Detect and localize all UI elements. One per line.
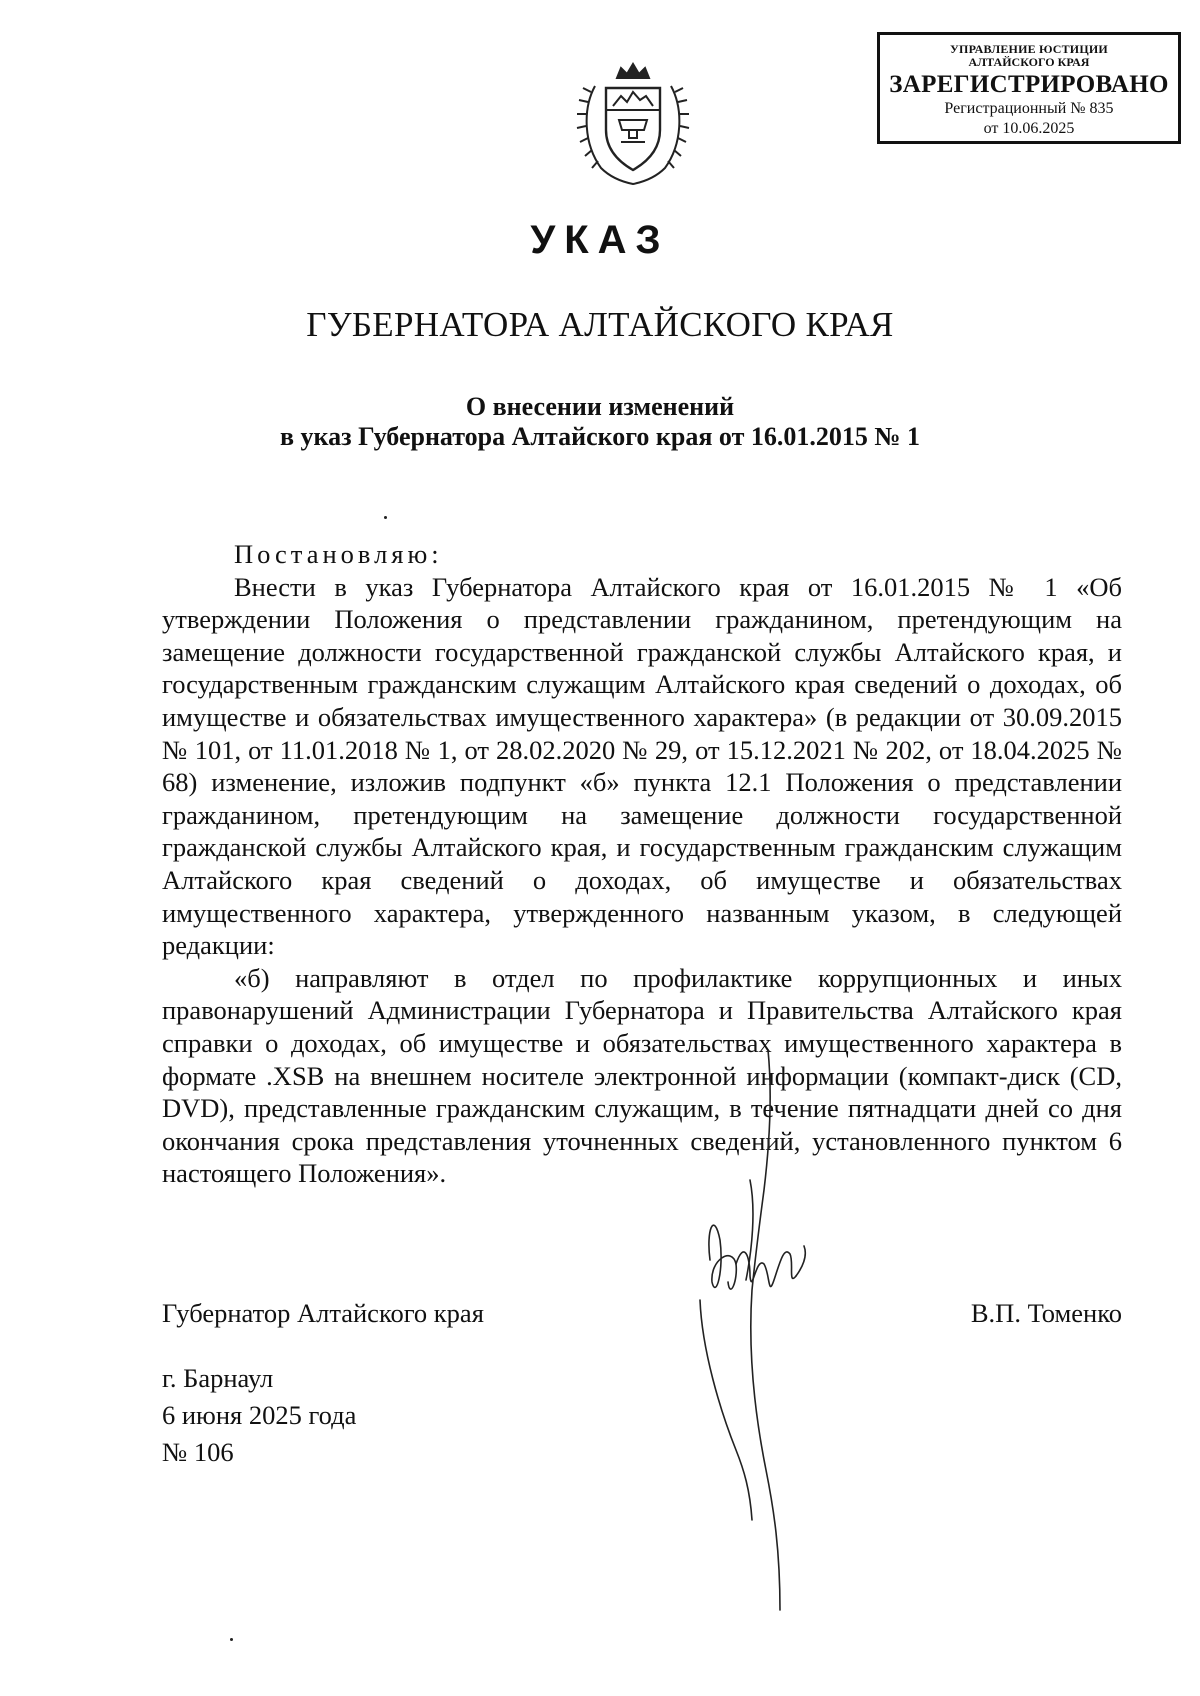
document-type: УКАЗ (530, 218, 670, 262)
subject-line-2: в указ Губернатора Алтайского края от 16.01.2015 № 1 (280, 422, 920, 451)
stamp-registration-date: от 10.06.2025 (983, 120, 1075, 137)
issuer: ГУБЕРНАТОРА АЛТАЙСКОГО КРАЯ (306, 305, 894, 344)
subject-line-1: О внесении изменений (465, 392, 735, 421)
document-number: № 106 (162, 1437, 234, 1467)
stamp-department: УПРАВЛЕНИЕ ЮСТИЦИИ (950, 42, 1108, 56)
altai-krai-coat-of-arms-icon (573, 58, 693, 190)
scan-speck (230, 1638, 233, 1641)
signature-row (162, 1298, 1122, 1338)
document-date: 6 июня 2025 года (162, 1400, 357, 1430)
body-paragraph-2: «б) направляют в отдел по профилактике коррупционных и иных правонарушений Администрации Губернатора и Правительства Алтайского края справки о доходах, об имуществе и обязательствах имущественного характера в формате .XSB на внешнем носителе электронной информации (компакт-диск (CD, DVD), представленные гражданским служащим, в течение пятнадцати дней со дня окончания срока представления уточненных сведений, установленного пунктом 6 настоящего Положения». (162, 962, 1122, 1189)
signatory-position: Губернатор Алтайского края (162, 1298, 484, 1328)
registration-stamp (877, 32, 1181, 144)
document-body (162, 538, 1122, 1190)
place-date-number (162, 1360, 356, 1471)
place-city: г. Барнаул (162, 1363, 274, 1393)
stamp-registration-number: Регистрационный № 835 (944, 100, 1114, 117)
document-subject (0, 392, 1200, 452)
stamp-region: АЛТАЙСКОГО КРАЯ (968, 55, 1090, 69)
body-paragraph-1: Внести в указ Губернатора Алтайского края от 16.01.2015 № 1 «Об утверждении Положения о представлении гражданином, претендующим на замещение должности государственной гражданской службы Алтайского края, и государственным гражданским служащим Алтайского края сведений о доходах, об имуществе и обязательствах имущественного характера» (в редакции от 30.09.2015 № 101, от 11.01.2018 № 1, от 28.02.2020 № 29, от 15.12.2021 № 202, от 18.04.2025 № 68) изменение, изложив подпункт «б» пункта 12.1 Положения о представлении гражданином, претендующим на замещение должности государственной гражданской службы Алтайского края, и государственным гражданским служащим Алтайского края сведений о доходах, об имуществе и обязательствах имущественного характера, утвержденного названным указом, в следующей редакции: (162, 571, 1122, 961)
scan-speck (384, 516, 387, 519)
stamp-status: ЗАРЕГИСТРИРОВАНО (889, 71, 1169, 98)
resolve-statement: Постановляю: (234, 539, 443, 569)
signatory-name: В.П. Томенко (970, 1298, 1122, 1328)
